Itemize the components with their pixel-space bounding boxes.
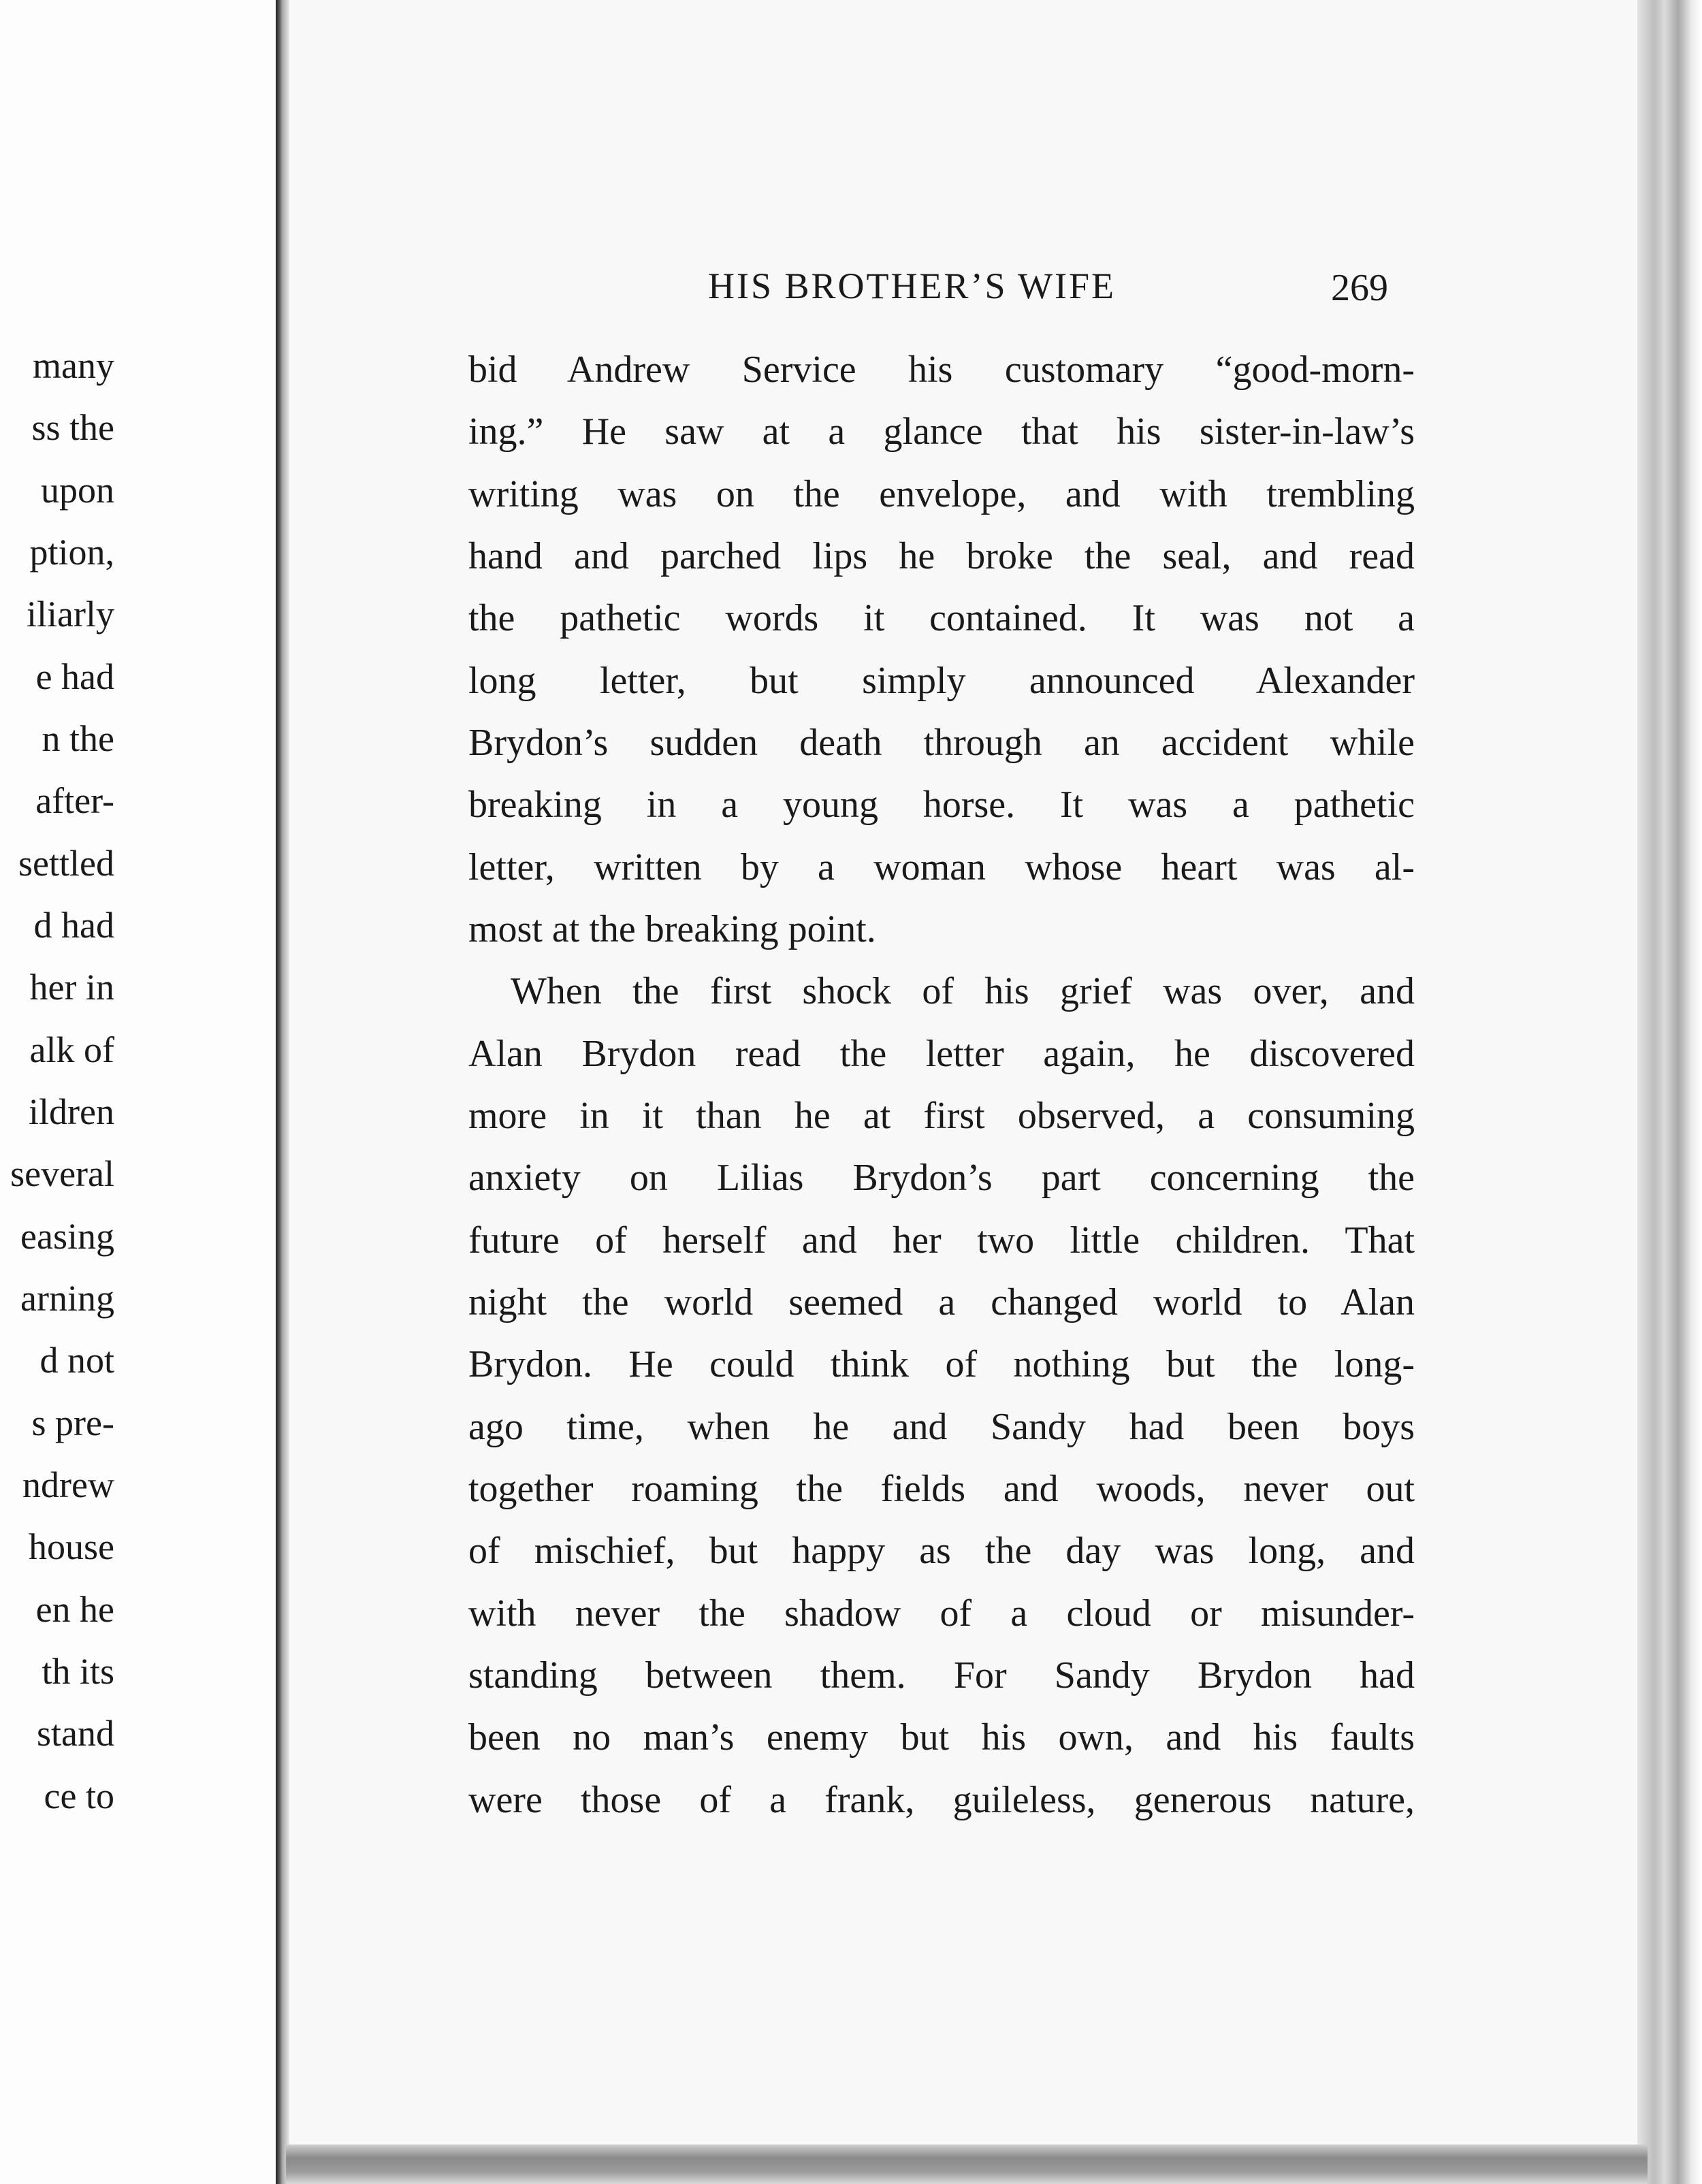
page-edge bbox=[1637, 0, 1702, 2184]
running-head: HIS BROTHER’S WIFE bbox=[708, 266, 1117, 306]
left-line: d not bbox=[39, 1340, 114, 1381]
text-line: writing was on the envelope, and with trembling bbox=[468, 473, 1415, 515]
left-line: iliarly bbox=[27, 594, 114, 635]
text-line: anxiety on Lilias Brydon’s part concerning the bbox=[468, 1157, 1415, 1199]
text-line: Brydon’s sudden death through an accident while bbox=[468, 722, 1415, 764]
left-line: arning bbox=[20, 1278, 114, 1319]
text-line: long letter, but simply announced Alexander bbox=[468, 660, 1415, 702]
text-line: most at the breaking point. bbox=[468, 908, 876, 950]
left-line: many bbox=[33, 345, 114, 386]
text-line: ago time, when he and Sandy had been boys bbox=[468, 1406, 1415, 1448]
left-line: settled bbox=[18, 843, 114, 884]
left-line: d had bbox=[33, 905, 114, 946]
text-line: ing.” He saw at a glance that his sister-in-law’s bbox=[468, 411, 1415, 453]
left-line: alk of bbox=[29, 1029, 114, 1070]
left-page-fragment bbox=[0, 0, 276, 2184]
left-line: easing bbox=[20, 1216, 114, 1257]
left-line: ildren bbox=[29, 1091, 114, 1132]
left-line: e had bbox=[35, 656, 114, 697]
text-line: future of herself and her two little children. That bbox=[468, 1219, 1415, 1262]
book-gutter bbox=[276, 0, 289, 2184]
text-line: were those of a frank, guileless, generous nature, bbox=[468, 1779, 1415, 1821]
text-line: Alan Brydon read the letter again, he discovered bbox=[468, 1033, 1415, 1075]
text-line: night the world seemed a changed world to Alan bbox=[468, 1281, 1415, 1323]
left-line: th its bbox=[42, 1651, 114, 1692]
text-line: more in it than he at first observed, a consuming bbox=[468, 1095, 1415, 1137]
text-line: of mischief, but happy as the day was long, and bbox=[468, 1530, 1415, 1572]
text-line: the pathetic words it contained. It was not a bbox=[468, 597, 1415, 639]
left-line: stand bbox=[37, 1713, 114, 1754]
text-line: been no man’s enemy but his own, and his faults bbox=[468, 1716, 1415, 1759]
left-line: upon bbox=[41, 470, 114, 511]
text-line: breaking in a young horse. It was a pathetic bbox=[468, 784, 1415, 826]
text-line: letter, written by a woman whose heart was al- bbox=[468, 846, 1415, 888]
text-line: bid Andrew Service his customary “good-morn- bbox=[468, 349, 1415, 391]
left-line: en he bbox=[35, 1589, 114, 1630]
text-line: together roaming the fields and woods, never out bbox=[468, 1468, 1415, 1510]
text-line: hand and parched lips he broke the seal, and read bbox=[468, 535, 1415, 577]
text-line: When the first shock of his grief was over, and bbox=[511, 970, 1415, 1012]
left-line: s pre- bbox=[31, 1402, 114, 1443]
left-line: ption, bbox=[29, 532, 114, 573]
left-line: her in bbox=[29, 967, 114, 1008]
left-line: n the bbox=[42, 718, 114, 759]
page-number: 269 bbox=[1331, 267, 1388, 309]
book-bottom-edge bbox=[286, 2145, 1648, 2184]
left-line: several bbox=[10, 1153, 114, 1194]
text-line: standing between them. For Sandy Brydon had bbox=[468, 1654, 1415, 1697]
left-line: ndrew bbox=[22, 1464, 114, 1505]
text-line: with never the shadow of a cloud or misunder- bbox=[468, 1592, 1415, 1635]
text-line: Brydon. He could think of nothing but the long- bbox=[468, 1343, 1415, 1385]
left-line: after- bbox=[35, 780, 114, 821]
left-line: ss the bbox=[31, 407, 114, 448]
left-line: ce to bbox=[44, 1776, 114, 1816]
left-line: house bbox=[29, 1526, 114, 1567]
